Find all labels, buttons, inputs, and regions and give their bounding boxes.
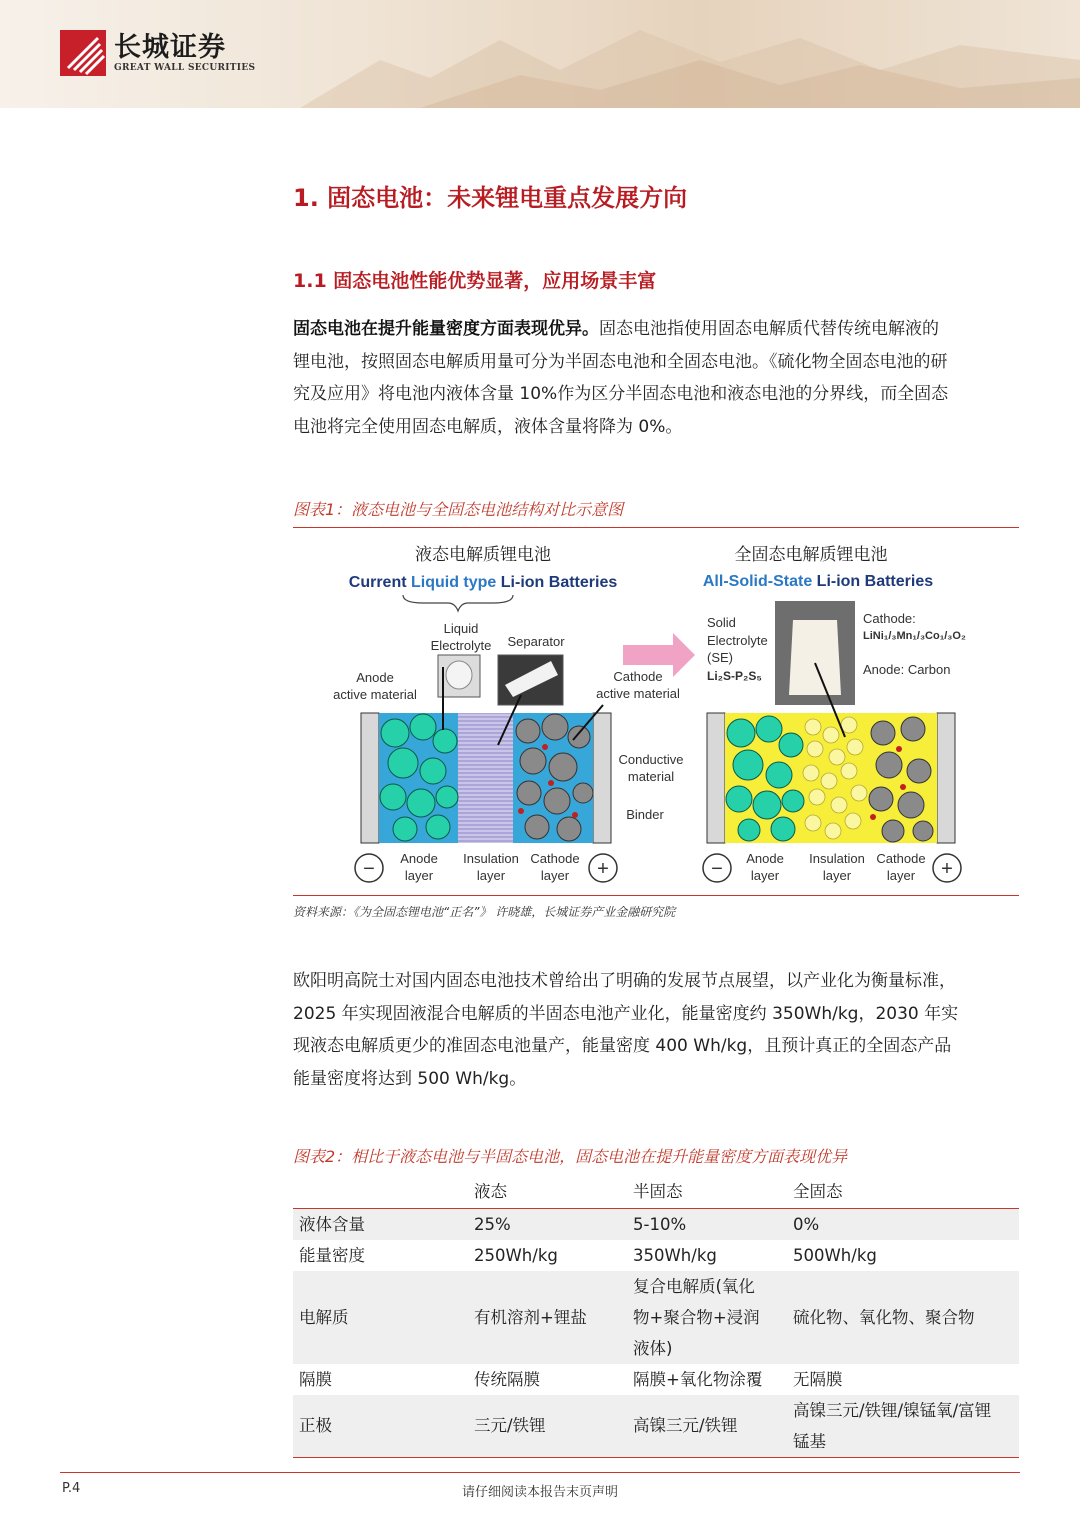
svg-text:layer: layer [822,868,852,883]
outlook-paragraph [293,965,1021,1095]
table-row: 隔膜 传统隔膜 隔膜+氧化物涂覆 无隔膜 [299,1369,843,1389]
label-material: material [627,769,675,784]
svg-text:Cathode: Cathode [876,851,926,866]
svg-text:Li₂S-P₂S₅: Li₂S-P₂S₅ [707,669,762,683]
svg-text:layer: layer [750,868,780,883]
full-cathode-cell: 高镍三元/铁锂/镍锰氧/富锂 锰基 [787,1395,1019,1458]
svg-text:layer: layer [404,868,434,883]
table-row: 电解质 有机溶剂+锂盐 复合电解质(氧化 物+聚合物+浸润 液体) 硫化物、氧化物、聚合物 [293,1271,1019,1364]
header-liquid: 液态 [468,1176,627,1208]
footer-rule [60,1472,1020,1473]
outlook-line: 现液态电解质更少的准固态电池量产，能量密度 400 Wh/kg，且预计真正的全固态产品 [293,1036,952,1056]
svg-text:Cathode: Cathode [530,851,580,866]
battery-comparison-table [293,1176,1019,1458]
header-semi-solid: 半固态 [627,1176,787,1208]
label-anode: Anode [356,670,394,685]
svg-text:Anode: Anode [400,851,438,866]
svg-text:layer: layer [886,868,916,883]
table-row: 正极 三元/铁锂 高镍三元/铁锂 高镍三元/铁锂/镍锰氧/富锂 锰基 [293,1395,1019,1458]
svg-text:−: − [711,858,723,880]
label-liquid: Liquid [443,621,479,636]
header-all-solid: 全固态 [787,1176,1019,1208]
svg-text:(SE): (SE) [707,650,733,665]
svg-text:Cathode:: Cathode: [863,611,916,626]
label-cathode: Cathode [613,669,663,684]
svg-text:Insulation: Insulation [463,851,519,866]
logo-chinese-name: 长城证券 [114,32,226,63]
section-heading: 1. 固态电池：未来锂电重点发展方向 [293,184,688,212]
intro-bold-lead: 固态电池在提升能量密度方面表现优异。 [293,319,599,339]
svg-text:LiNi₁/₃Mn₁/₃Co₁/₃O₂: LiNi₁/₃Mn₁/₃Co₁/₃O₂ [863,630,966,642]
intro-line: 锂电池，按照固态电解质用量可分为半固态电池和全固态电池。《硫化物全固态电池的研 [293,351,948,372]
right-title-en: All-Solid-State Li-ion Batteries [702,573,934,590]
svg-text:+: + [597,858,609,880]
label-binder: Binder [626,807,664,822]
right-title-cn: 全固态电解质锂电池 [734,545,888,564]
left-title-cn: 液态电解质锂电池 [415,545,551,564]
svg-text:−: − [363,858,375,880]
brace-icon [403,595,513,611]
left-title-en: Current Liquid type Li-ion Batteries [348,574,618,591]
intro-line: 固态电池指使用固态电解质代替传统电解液的 [599,319,939,339]
svg-text:Insulation: Insulation [809,851,865,866]
table-row: 能量密度 250Wh/kg 350Wh/kg 500Wh/kg [299,1245,877,1265]
svg-text:Anode: Anode [746,851,784,866]
header-band [0,0,1080,108]
outlook-line: 2025 年实现固液混合电解质的半固态电池产业化，能量密度约 350Wh/kg，2030 年实 [293,1003,959,1024]
footer-notice: 请仔细阅读本报告末页声明 [461,1485,618,1500]
label-anode-am: active material [333,687,417,702]
intro-line: 究及应用》将电池内液体含量 10%作为区分半固态电池和液态电池的分界线，而全固态 [293,384,949,404]
label-separator: Separator [507,634,565,649]
semi-electrolyte-cell: 复合电解质(氧化 物+聚合物+浸润 液体) [627,1271,787,1364]
intro-paragraph [293,313,1021,443]
table-header-row [293,1176,1019,1208]
svg-text:Anode: Carbon: Anode: Carbon [863,662,951,677]
logo-english-name: GREAT WALL SECURITIES [114,63,256,73]
table-row: 液体含量 25% 5-10% 0% [293,1208,1019,1240]
label-conductive: Conductive [618,752,684,767]
svg-text:+: + [941,858,953,880]
page-number: P.4 [62,1481,81,1496]
table2-title: 图表2：相比于液态电池与半固态电池，固态电池在提升能量密度方面表现优异 [293,1147,848,1166]
company-logo [60,30,255,76]
svg-text:layer: layer [540,868,570,883]
label-electrolyte: Electrolyte [430,638,492,653]
great-wall-logo-icon [60,30,106,76]
figure1-source: 资料来源：《为全固态锂电池“正名”》 许晓雄，长城证券产业金融研究院 [293,905,676,919]
subsection-heading: 1.1 固态电池性能优势显著，应用场景丰富 [293,270,657,292]
svg-text:Electrolyte: Electrolyte [707,633,768,648]
figure1-top-rule [293,527,1019,528]
svg-text:layer: layer [476,868,506,883]
battery-structure-diagram [293,535,1019,893]
intro-line: 电池将完全使用固态电解质，液体含量将降为 0%。 [293,416,683,437]
figure1-bottom-rule [293,895,1019,896]
outlook-line: 能量密度将达到 500 Wh/kg。 [293,1068,527,1089]
figure1-title: 图表1：液态电池与全固态电池结构对比示意图 [293,500,624,519]
outlook-line: 欧阳明高院士对国内固态电池技术曾给出了明确的发展节点展望，以产业化为衡量标准， [293,971,956,991]
svg-text:Solid: Solid [707,615,736,630]
label-cathode-am: active material [596,686,680,701]
